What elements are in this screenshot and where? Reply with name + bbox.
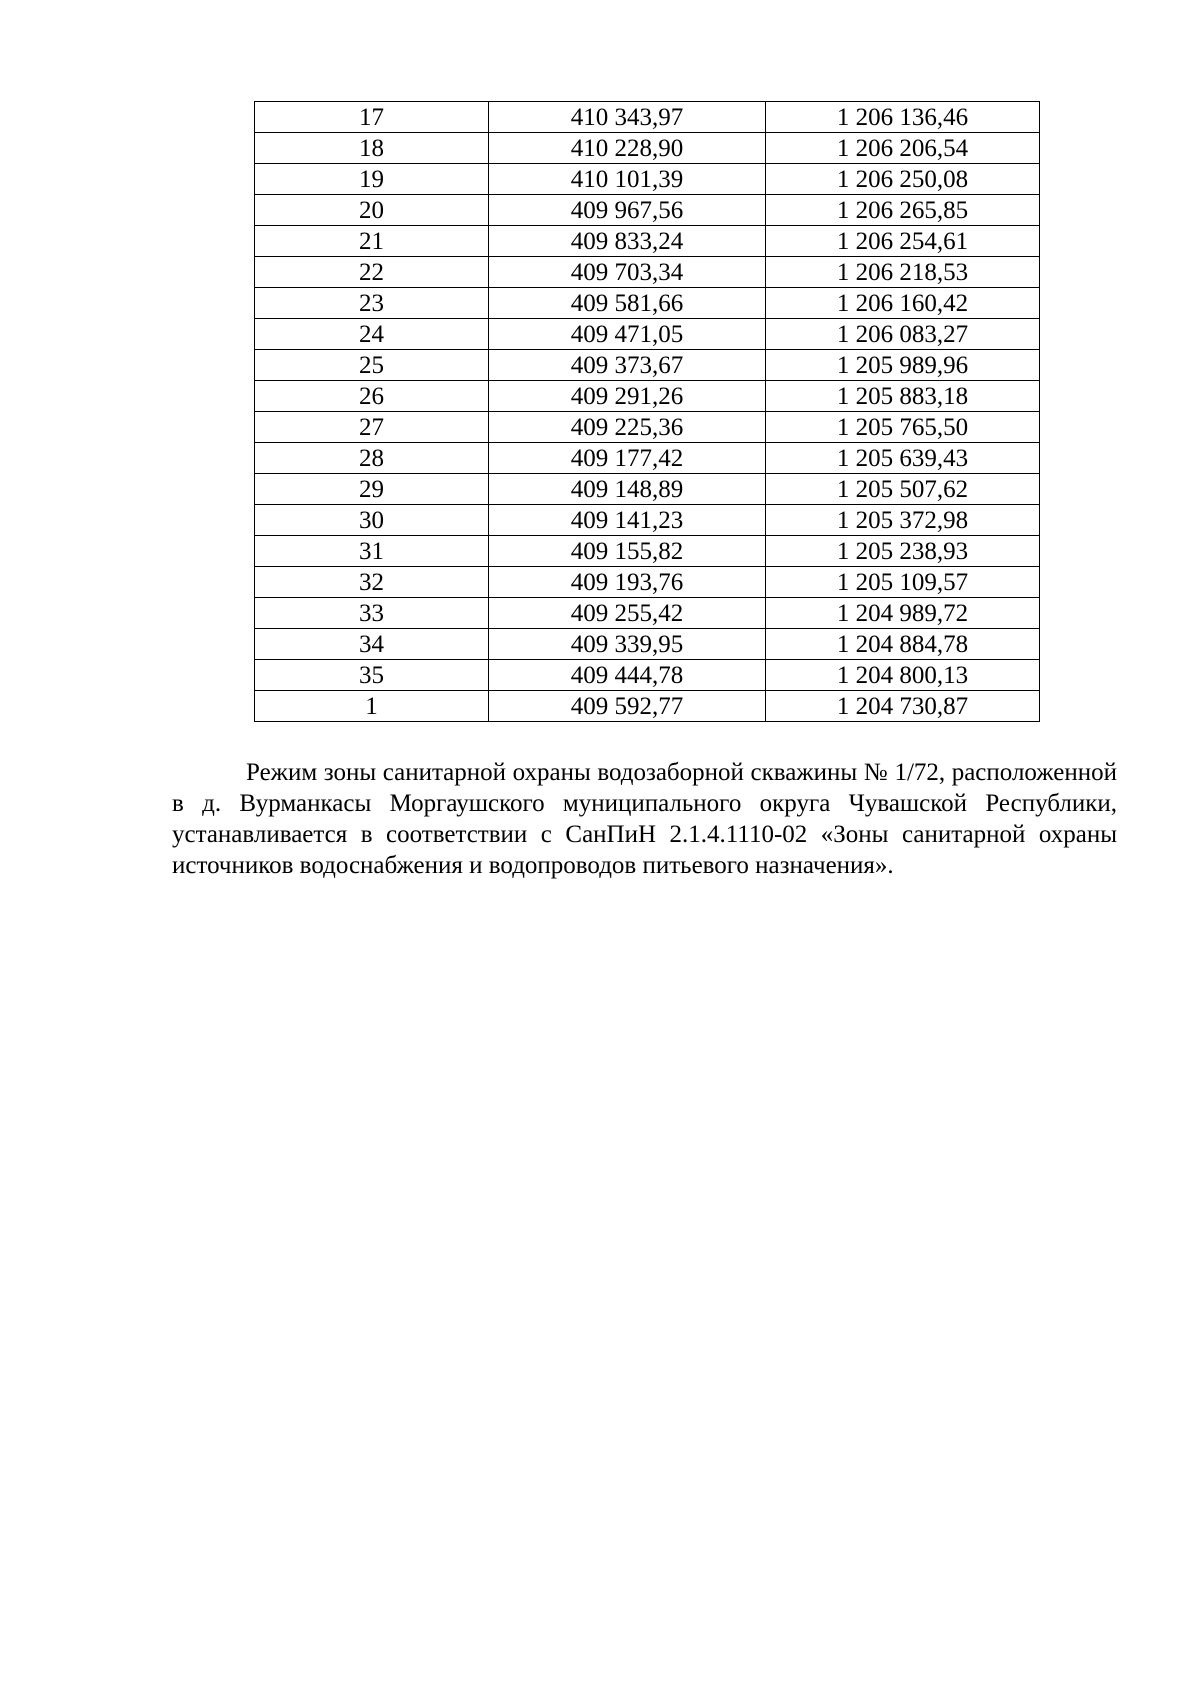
table-row	[255, 319, 1040, 350]
x-coordinate-cell: 410 228,90	[489, 133, 766, 164]
x-coordinate-cell: 409 177,42	[489, 443, 766, 474]
x-coordinate-cell: 409 155,82	[489, 536, 766, 567]
point-number-cell: 23	[255, 288, 489, 319]
point-number-cell: 22	[255, 257, 489, 288]
x-coordinate-cell: 409 444,78	[489, 660, 766, 691]
table-row	[255, 660, 1040, 691]
point-number-cell: 24	[255, 319, 489, 350]
y-coordinate-cell: 1 204 730,87	[766, 691, 1040, 722]
table-row	[255, 350, 1040, 381]
table-row	[255, 381, 1040, 412]
point-number-cell: 17	[255, 102, 489, 133]
y-coordinate-cell: 1 206 218,53	[766, 257, 1040, 288]
y-coordinate-cell: 1 205 238,93	[766, 536, 1040, 567]
y-coordinate-cell: 1 206 254,61	[766, 226, 1040, 257]
point-number-cell: 26	[255, 381, 489, 412]
x-coordinate-cell: 409 703,34	[489, 257, 766, 288]
point-number-cell: 30	[255, 505, 489, 536]
point-number-cell: 34	[255, 629, 489, 660]
table-row	[255, 598, 1040, 629]
x-coordinate-cell: 409 373,67	[489, 350, 766, 381]
y-coordinate-cell: 1 205 507,62	[766, 474, 1040, 505]
x-coordinate-cell: 409 339,95	[489, 629, 766, 660]
point-number-cell: 18	[255, 133, 489, 164]
point-number-cell: 21	[255, 226, 489, 257]
sanitary-zone-paragraph: Режим зоны санитарной охраны водозаборной скважины № 1/72, расположенной в д. Вурманкасы Моргаушского муниципального округа Чувашской Республики, устанавливается в соответствии с СанПиН 2.1.4.1110-02 «Зоны санитарной охраны источников водоснабжения и водопроводов питьевого назначения».	[172, 759, 1117, 879]
x-coordinate-cell: 409 141,23	[489, 505, 766, 536]
table-row	[255, 257, 1040, 288]
y-coordinate-cell: 1 204 884,78	[766, 629, 1040, 660]
y-coordinate-cell: 1 206 136,46	[766, 102, 1040, 133]
table-row	[255, 691, 1040, 722]
point-number-cell: 1	[255, 691, 489, 722]
x-coordinate-cell: 409 471,05	[489, 319, 766, 350]
y-coordinate-cell: 1 206 250,08	[766, 164, 1040, 195]
table-row	[255, 288, 1040, 319]
table-row	[255, 567, 1040, 598]
y-coordinate-cell: 1 205 109,57	[766, 567, 1040, 598]
x-coordinate-cell: 410 343,97	[489, 102, 766, 133]
table-row	[255, 226, 1040, 257]
coordinates-table	[254, 101, 1040, 722]
y-coordinate-cell: 1 206 083,27	[766, 319, 1040, 350]
x-coordinate-cell: 409 225,36	[489, 412, 766, 443]
point-number-cell: 20	[255, 195, 489, 226]
table-row	[255, 412, 1040, 443]
table-row	[255, 505, 1040, 536]
table-row	[255, 133, 1040, 164]
point-number-cell: 32	[255, 567, 489, 598]
x-coordinate-cell: 409 291,26	[489, 381, 766, 412]
table-row	[255, 164, 1040, 195]
y-coordinate-cell: 1 205 989,96	[766, 350, 1040, 381]
y-coordinate-cell: 1 205 883,18	[766, 381, 1040, 412]
x-coordinate-cell: 409 193,76	[489, 567, 766, 598]
y-coordinate-cell: 1 205 372,98	[766, 505, 1040, 536]
point-number-cell: 33	[255, 598, 489, 629]
y-coordinate-cell: 1 204 800,13	[766, 660, 1040, 691]
table-row	[255, 443, 1040, 474]
point-number-cell: 19	[255, 164, 489, 195]
point-number-cell: 29	[255, 474, 489, 505]
y-coordinate-cell: 1 204 989,72	[766, 598, 1040, 629]
table-row	[255, 195, 1040, 226]
y-coordinate-cell: 1 206 206,54	[766, 133, 1040, 164]
point-number-cell: 25	[255, 350, 489, 381]
y-coordinate-cell: 1 205 765,50	[766, 412, 1040, 443]
table-row	[255, 474, 1040, 505]
x-coordinate-cell: 409 833,24	[489, 226, 766, 257]
x-coordinate-cell: 409 592,77	[489, 691, 766, 722]
table-row	[255, 629, 1040, 660]
point-number-cell: 27	[255, 412, 489, 443]
y-coordinate-cell: 1 206 160,42	[766, 288, 1040, 319]
table-row	[255, 102, 1040, 133]
x-coordinate-cell: 409 581,66	[489, 288, 766, 319]
y-coordinate-cell: 1 205 639,43	[766, 443, 1040, 474]
x-coordinate-cell: 410 101,39	[489, 164, 766, 195]
x-coordinate-cell: 409 967,56	[489, 195, 766, 226]
table-row	[255, 536, 1040, 567]
x-coordinate-cell: 409 148,89	[489, 474, 766, 505]
y-coordinate-cell: 1 206 265,85	[766, 195, 1040, 226]
point-number-cell: 28	[255, 443, 489, 474]
point-number-cell: 31	[255, 536, 489, 567]
x-coordinate-cell: 409 255,42	[489, 598, 766, 629]
point-number-cell: 35	[255, 660, 489, 691]
coordinates-table-body	[255, 102, 1040, 722]
